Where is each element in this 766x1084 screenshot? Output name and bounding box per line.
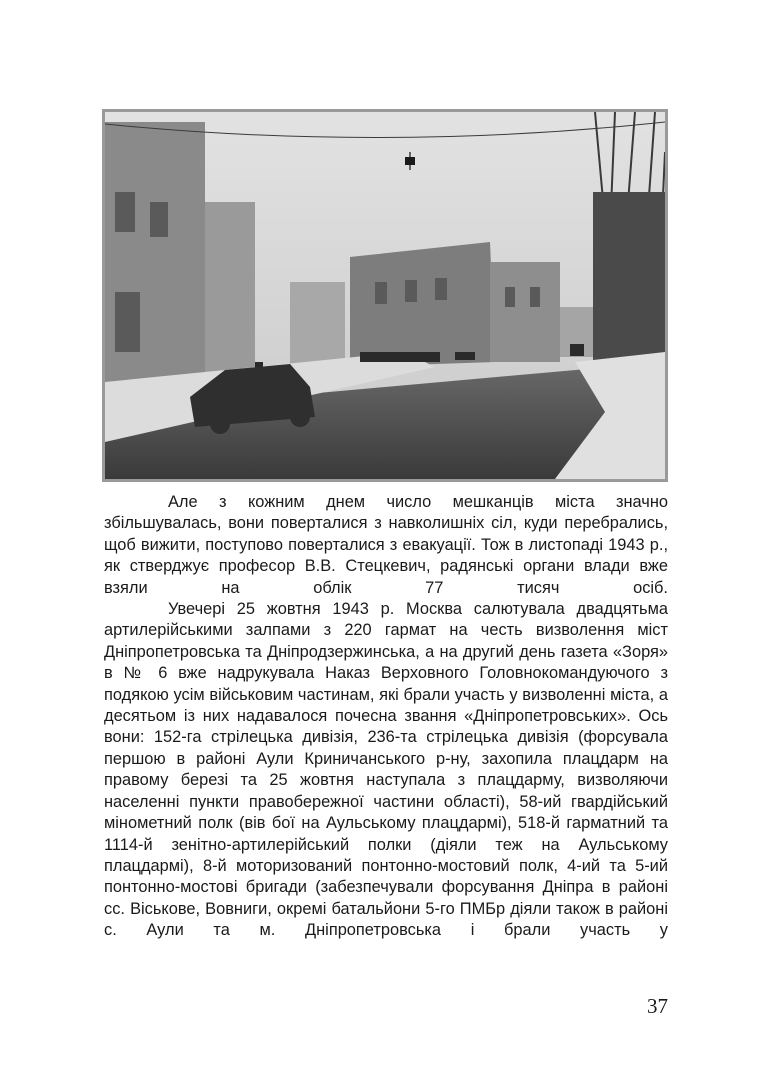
street-lamp-icon (405, 157, 415, 165)
historical-photo (102, 109, 668, 482)
ruined-street-photo (105, 112, 665, 479)
body-text (104, 492, 668, 942)
paragraph-1: Але з кожним днем число мешканців міста значно збільшувалась, вони поверталися з навколишніх сіл, куди перебрались, щоб вижити, поступово поверталися з евакуації. Тож в листопаді 1943 р., як стверджує професор В.В. Стецкевич, радянські органи влади вже взяли на облік 77 тисяч осіб. (104, 493, 668, 597)
paragraph-2: Увечері 25 жовтня 1943 р. Москва салютувала двадцятьма артилерійськими залпами з 220 гармат на честь визволення міст Дніпропетровська та Дніпродзержинська, а на другий день газета «Зоря» в № 6 вже надрукувала Наказ Верховного Головнокомандуючого з подякою усім військовим частинам, які брали участь у визволенні міста, а десятьом із них надавалося почесна звання «Дніпропетровських». Ось вони: 152-га стрілецька дивізія, 236-та стрілецька дивізія (форсувала першою в районі Аули Криничанського р-ну, захопила плацдарм на правому березі та 25 жовтня наступала з плацдарму, визволяючи населенні пункти правобережної частини області), 58-ий гвардійський мінометний полк (вів бої на Аульському плацдармі), 518-й гарматний та 1114-й зенітно-артилерійський полки (діяли теж на Аульському плацдармі), 8-й моторизований понтонно-мостовий полк, 4-ий та 5-ий понтонно-мостові бригади (забезпечували форсування Дніпра в районі сс. Віськове, Вовниги, окремі батальйони 5-го ПМБр діяли також в районі с. Аули та м. Дніпропетровська і брали участь у (104, 600, 668, 940)
page-number: 37 (647, 994, 668, 1018)
